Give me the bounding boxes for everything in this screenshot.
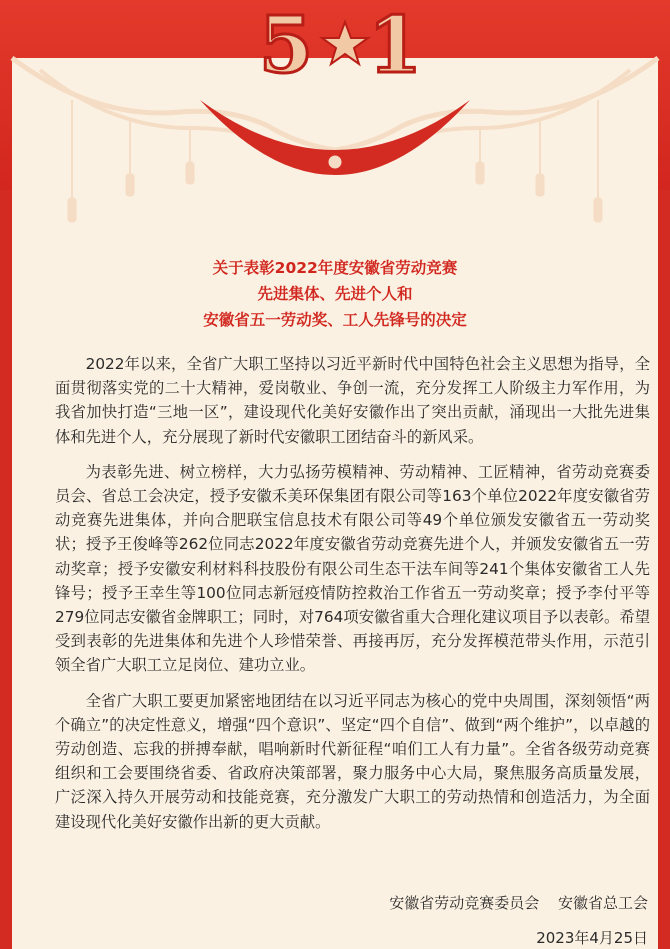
signer-org-1: 安徽省劳动竞赛委员会 bbox=[389, 894, 540, 912]
emblem-five: 5 bbox=[258, 0, 314, 91]
title-line-3: 安徽省五一劳动奖、工人先锋号的决定 bbox=[203, 311, 467, 329]
document-date: 2023年4月25日 bbox=[536, 929, 648, 947]
document-title bbox=[0, 255, 670, 333]
header-decoration bbox=[0, 0, 670, 240]
tassels bbox=[68, 100, 602, 222]
signer-org-2: 安徽省总工会 bbox=[557, 894, 648, 912]
paragraph-1: 2022年以来，全省广大职工坚持以习近平新时代中国特色社会主义思想为指导，全面贯彻落实党的二十大精神，爱岗敬业、争创一流，充分发挥工人阶级主力军作用，为我省加快打造“三地一区”，建设现代化美好安徽作出了突出贡献，涌现出一大批先进集体和先进个人，充分展现了新时代安徽职工团结奋斗的新风采。 bbox=[55, 355, 650, 446]
star-icon bbox=[322, 22, 368, 64]
title-line-2: 先进集体、先进个人和 bbox=[257, 285, 413, 303]
signers bbox=[375, 892, 648, 913]
emblem-one: 1 bbox=[367, 0, 423, 91]
document-body bbox=[55, 352, 650, 845]
paragraph-3: 全省广大职工要更加紧密地团结在以习近平同志为核心的党中央周围，深刻领悟“两个确立”的决定性意义，增强“四个意识”、坚定“四个自信”、做到“两个维护”，以卓越的劳动创造、忘我的拼搏奉献，唱响新时代新征程“咱们工人有力量”。全省各级劳动竞赛组织和工会要围绕省委、省政府决策部署，聚力服务中心大局，聚焦服务高质量发展，广泛深入持久开展劳动和技能竞赛，充分激发广大职工的劳动热情和创造活力，为全面建设现代化美好安徽作出新的更大贡献。 bbox=[55, 691, 650, 831]
title-line-1: 关于表彰2022年度安徽省劳动竞赛 bbox=[212, 259, 458, 277]
paragraph-2: 为表彰先进、树立榜样，大力弘扬劳模精神、劳动精神、工匠精神，省劳动竞赛委员会、省总工会决定，授予安徽禾美环保集团有限公司等163个单位2022年度安徽省劳动竞赛先进集体，并向合肥联宝信息技术有限公司等49个单位颁发安徽省五一劳动奖状；授予王俊峰等262位同志2022年度安徽省劳动竞赛先进个人，并颁发安徽省五一劳动奖章；授予安徽安利材料科技股份有限公司生态干法车间等241个集体安徽省工人先锋号；授予王幸生等100位同志新冠疫情防控救治工作省五一劳动奖章；授予李付平等279位同志安徽省金牌职工；同时，对764项安徽省重大合理化建议项目予以表彰。希望受到表彰的先进集体和先进个人珍惜荣誉、再接再厉，充分发挥模范带头作用，示范引领全省广大职工立足岗位、建功立业。 bbox=[55, 462, 650, 675]
